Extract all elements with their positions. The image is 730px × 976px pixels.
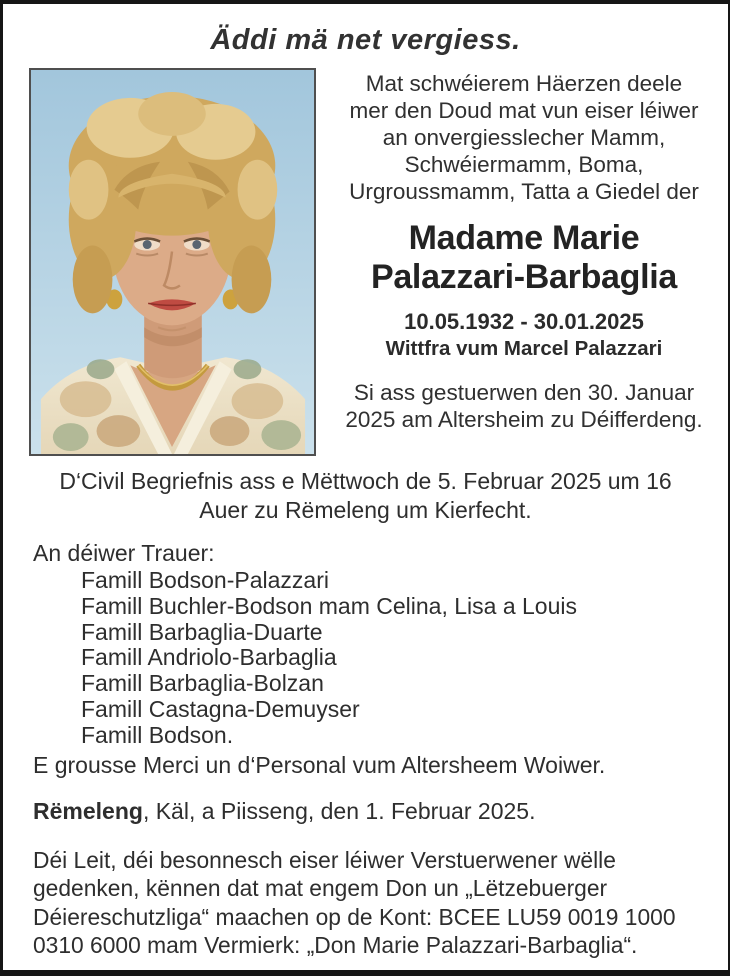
portrait-illustration	[31, 70, 314, 454]
portrait-photo	[29, 68, 316, 456]
right-column	[328, 70, 720, 433]
family-list-item: Famill Bodson-Palazzari	[81, 567, 329, 593]
family-list-item: Famill Barbaglia-Duarte	[81, 618, 323, 645]
mourning-header: An déiwer Trauer:	[33, 540, 215, 566]
place-name: Rëmeleng	[33, 798, 143, 824]
farewell-heading: Äddi mä net vergiess.	[210, 24, 521, 56]
life-dates: 10.05.1932 - 30.01.2025	[404, 308, 644, 334]
intro-paragraph: Mat schwéierem Häerzen deele mer den Doud mat vun eiser léiwer an onvergiesslecher Mamm, Schwéiermamm, Boma, Urgroussmamm, Tatta a Giedel der	[349, 71, 699, 204]
family-list-item: Famill Andriolo-Barbaglia	[81, 644, 337, 671]
family-list-item: Famill Bodson.	[81, 721, 234, 748]
family-list-item: Famill Castagna-Demuyser	[81, 695, 360, 722]
deceased-name: Madame Marie Palazzari-Barbaglia	[370, 219, 678, 296]
place-date-line	[33, 798, 705, 825]
donation-paragraph: Déi Leit, déi besonnesch eiser léiwer Verstuerwener wëlle gedenken, kënnen dat mat engem Don un „Lëtzebuerger Déiereschutzliga“ maachen op de Kont: BCEE LU59 0019 1000 0310 6000 mam Vermierk: „Don Marie Palazzari-Barbaglia“.	[33, 847, 676, 959]
place-date-rest: , Käl, a Piisseng, den 1. Februar 2025.	[142, 798, 536, 824]
family-list-item: Famill Barbaglia-Bolzan	[81, 670, 324, 697]
thanks-line: E grousse Merci un d‘Personal vum Altersheem Woiwer.	[33, 752, 606, 778]
funeral-line: D‘Civil Begriefnis ass e Mëttwoch de 5. Februar 2025 um 16 Auer zu Rëmeleng um Kierfecht.	[59, 468, 672, 523]
death-line: Si ass gestuerwen den 30. Januar 2025 am Altersheim zu Déifferdeng.	[345, 379, 703, 432]
widow-line: Wittfra vum Marcel Palazzari	[385, 336, 663, 360]
family-list-item: Famill Buchler-Bodson mam Celina, Lisa a Louis	[81, 592, 577, 619]
family-list	[81, 568, 577, 749]
